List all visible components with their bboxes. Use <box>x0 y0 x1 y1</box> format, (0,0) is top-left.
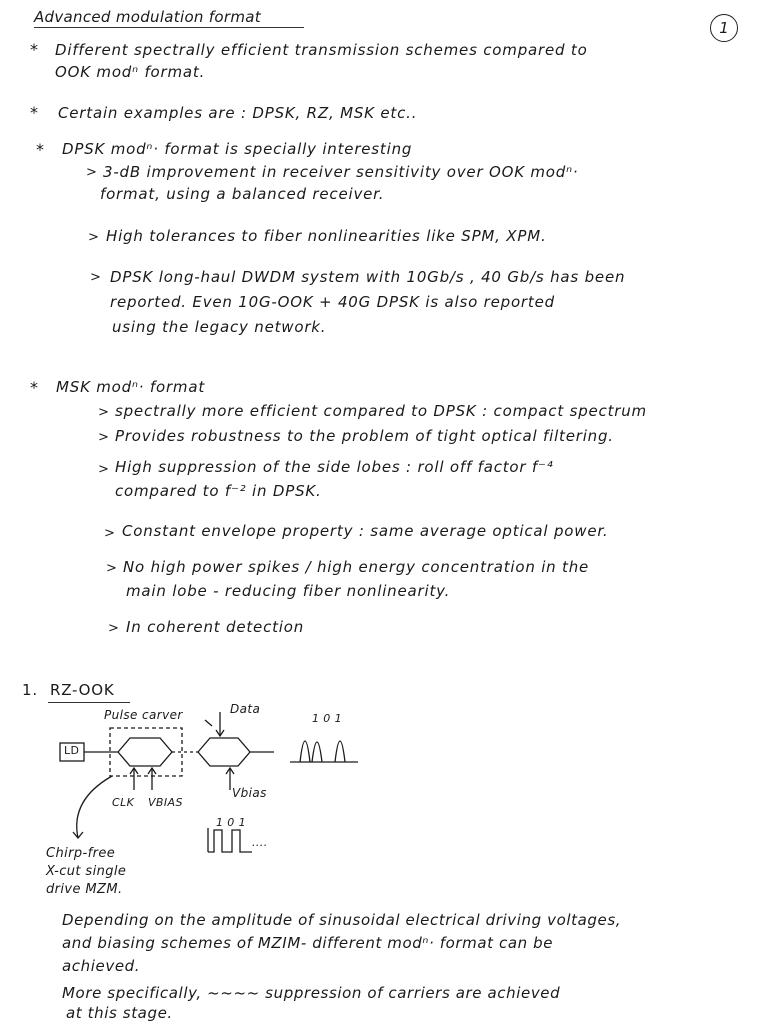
dpsk-sub-1-line-1: 3-dB improvement in receiver sensitivity over OOK modⁿ· <box>103 163 579 181</box>
bullet-marker: * <box>30 378 38 397</box>
sub-bullet-arrow: > <box>90 270 101 285</box>
sub-bullet-arrow: > <box>98 405 109 420</box>
pulse-carver-label: Pulse carver <box>104 708 183 722</box>
dpsk-sub-3-line-3: using the legacy network. <box>112 318 327 336</box>
sub-bullet-arrow: > <box>106 561 117 576</box>
data-label: Data <box>230 702 261 716</box>
dpsk-sub-2-line-1: High tolerances to fiber nonlinearities like SPM, XPM. <box>106 227 547 245</box>
bits-dots: .... <box>252 836 268 849</box>
sub-bullet-arrow: > <box>98 462 109 477</box>
section-number: 1. <box>22 681 38 699</box>
bullet-4-heading: MSK modⁿ· format <box>56 378 206 396</box>
msk-sub-5-line-1: No high power spikes / high energy concentration in the <box>123 558 590 576</box>
msk-sub-3-line-2: compared to f⁻² in DPSK. <box>115 482 322 500</box>
closing-para2-line-2: at this stage. <box>66 1004 173 1022</box>
bullet-3-heading: DPSK modⁿ· format is specially interesting <box>62 140 413 158</box>
dpsk-sub-3-line-1: DPSK long-haul DWDM system with 10Gb/s , 40 Gb/s has been <box>110 268 626 286</box>
page-title: Advanced modulation format <box>34 8 261 26</box>
vbias-lower-label: Vbias <box>232 786 267 800</box>
dpsk-sub-1-line-2: format, using a balanced receiver. <box>100 185 385 203</box>
note-line-1: Chirp-free <box>46 846 116 861</box>
vbias-upper-label: VBIAS <box>148 796 183 809</box>
mzm-data <box>198 738 250 766</box>
bullet-1-line-1: Different spectrally efficient transmission schemes compared to <box>55 41 588 59</box>
msk-sub-6-line-1: In coherent detection <box>126 618 305 636</box>
bullet-marker: * <box>30 40 38 59</box>
closing-para1-line-3: achieved. <box>62 957 141 975</box>
sub-bullet-arrow: > <box>108 621 119 636</box>
msk-sub-4-line-1: Constant envelope property : same average optical power. <box>122 522 609 540</box>
bullet-2-line-1: Certain examples are : DPSK, RZ, MSK etc.. <box>58 104 418 122</box>
msk-sub-3-line-1: High suppression of the side lobes : roll off factor f⁻⁴ <box>115 458 554 476</box>
sub-bullet-arrow: > <box>86 165 97 180</box>
sub-bullet-arrow: > <box>88 230 99 245</box>
section-title: RZ-OOK <box>50 681 115 699</box>
clk-label: CLK <box>112 796 135 809</box>
closing-para1-line-1: Depending on the amplitude of sinusoidal electrical driving voltages, <box>62 911 622 929</box>
note-arrow <box>77 776 112 838</box>
msk-sub-2-line-1: Provides robustness to the problem of tight optical filtering. <box>115 427 614 445</box>
closing-para2-line-1: More specifically, ~~~~ suppression of carriers are achieved <box>62 984 561 1002</box>
bits-top-label: 1 0 1 <box>312 712 342 725</box>
bullet-marker: * <box>30 103 38 122</box>
closing-para1-line-2: and biasing schemes of MZIM- different modⁿ· format can be <box>62 934 554 952</box>
bullet-1-line-2: OOK modⁿ format. <box>55 63 206 81</box>
ld-label: LD <box>64 744 80 757</box>
msk-sub-1-line-1: spectrally more efficient compared to DPSK : compact spectrum <box>115 402 647 420</box>
sub-bullet-arrow: > <box>104 526 115 541</box>
bits-bottom-label: 1 0 1 <box>216 816 246 829</box>
bullet-marker: * <box>36 140 44 159</box>
rz-pulses <box>300 741 345 762</box>
sub-bullet-arrow: > <box>98 430 109 445</box>
note-line-3: drive MZM. <box>46 882 123 897</box>
page-number: 1 <box>710 14 738 42</box>
nrz-waveform <box>208 830 252 852</box>
msk-sub-5-line-2: main lobe - reducing fiber nonlinearity. <box>126 582 451 600</box>
note-line-2: X-cut single <box>46 864 127 879</box>
mzm-carver <box>118 738 172 766</box>
dpsk-sub-3-line-2: reported. Even 10G-OOK + 40G DPSK is also reported <box>110 293 555 311</box>
